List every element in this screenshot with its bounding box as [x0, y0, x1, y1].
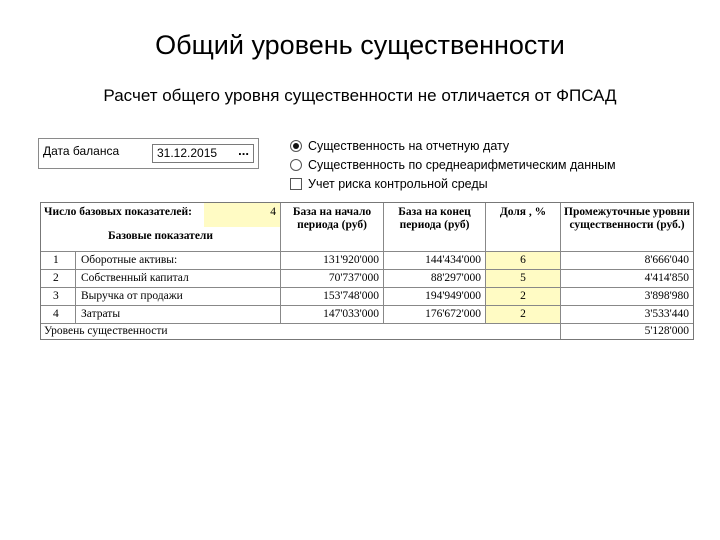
indicators-header: Базовые показатели: [107, 230, 214, 242]
slide-subtitle: Расчет общего уровня существенности не отличается от ФПСАД: [103, 86, 617, 105]
date-label: Дата баланса: [43, 144, 120, 158]
date-input[interactable]: [152, 144, 254, 163]
radio-reporting-date[interactable]: [290, 140, 302, 152]
row-number: 4: [41, 305, 75, 323]
materiality-table: [40, 202, 694, 340]
row-share-input[interactable]: 2: [485, 305, 560, 323]
row-base-end: 144'434'000: [383, 251, 485, 269]
row-indicator-name: Собственный капитал: [75, 269, 280, 287]
row-interim-level: 3'898'980: [560, 287, 693, 305]
option-control-risk-label: Учет риска контрольной среды: [308, 177, 488, 191]
count-input[interactable]: 4: [204, 203, 280, 227]
row-base-start: 147'033'000: [280, 305, 383, 323]
row-base-end: 88'297'000: [383, 269, 485, 287]
row-interim-level: 8'666'040: [560, 251, 693, 269]
option-control-risk[interactable]: [290, 177, 488, 191]
row-interim-level: 4'414'850: [560, 269, 693, 287]
col-header-end: База на конец периода (руб): [383, 203, 485, 251]
row-base-start: 153'748'000: [280, 287, 383, 305]
row-number: 2: [41, 269, 75, 287]
radio-average-data[interactable]: [290, 159, 302, 171]
date-panel: [38, 138, 259, 169]
row-number: 3: [41, 287, 75, 305]
col-header-share: Доля , %: [485, 203, 560, 251]
count-label: Число базовых показателей:: [44, 206, 192, 218]
date-value: 31.12.2015: [157, 146, 218, 160]
option-average-data-label: Существенность по среднеарифметическим данным: [308, 158, 616, 172]
total-value: 5'128'000: [560, 323, 693, 339]
slide-title: Общий уровень существенности: [155, 30, 565, 60]
row-base-start: 131'920'000: [280, 251, 383, 269]
option-reporting-date[interactable]: [290, 139, 509, 153]
row-indicator-name: Затраты: [75, 305, 280, 323]
row-share-input[interactable]: 6: [485, 251, 560, 269]
col-header-start: База на начало периода (руб): [280, 203, 383, 251]
row-indicator-name: Оборотные активы:: [75, 251, 280, 269]
row-base-start: 70'737'000: [280, 269, 383, 287]
total-label: Уровень существенности: [41, 323, 560, 339]
row-base-end: 176'672'000: [383, 305, 485, 323]
checkbox-control-risk[interactable]: [290, 178, 302, 190]
row-interim-level: 3'533'440: [560, 305, 693, 323]
option-reporting-date-label: Существенность на отчетную дату: [308, 139, 510, 153]
option-average-data[interactable]: [290, 158, 616, 172]
row-base-end: 194'949'000: [383, 287, 485, 305]
col-header-interim: Промежуточные уровни существенности (руб.): [560, 203, 693, 251]
row-number: 1: [41, 251, 75, 269]
date-picker-button[interactable]: ...: [238, 144, 249, 158]
row-share-input[interactable]: 2: [485, 287, 560, 305]
row-share-input[interactable]: 5: [485, 269, 560, 287]
row-indicator-name: Выручка от продажи: [75, 287, 280, 305]
